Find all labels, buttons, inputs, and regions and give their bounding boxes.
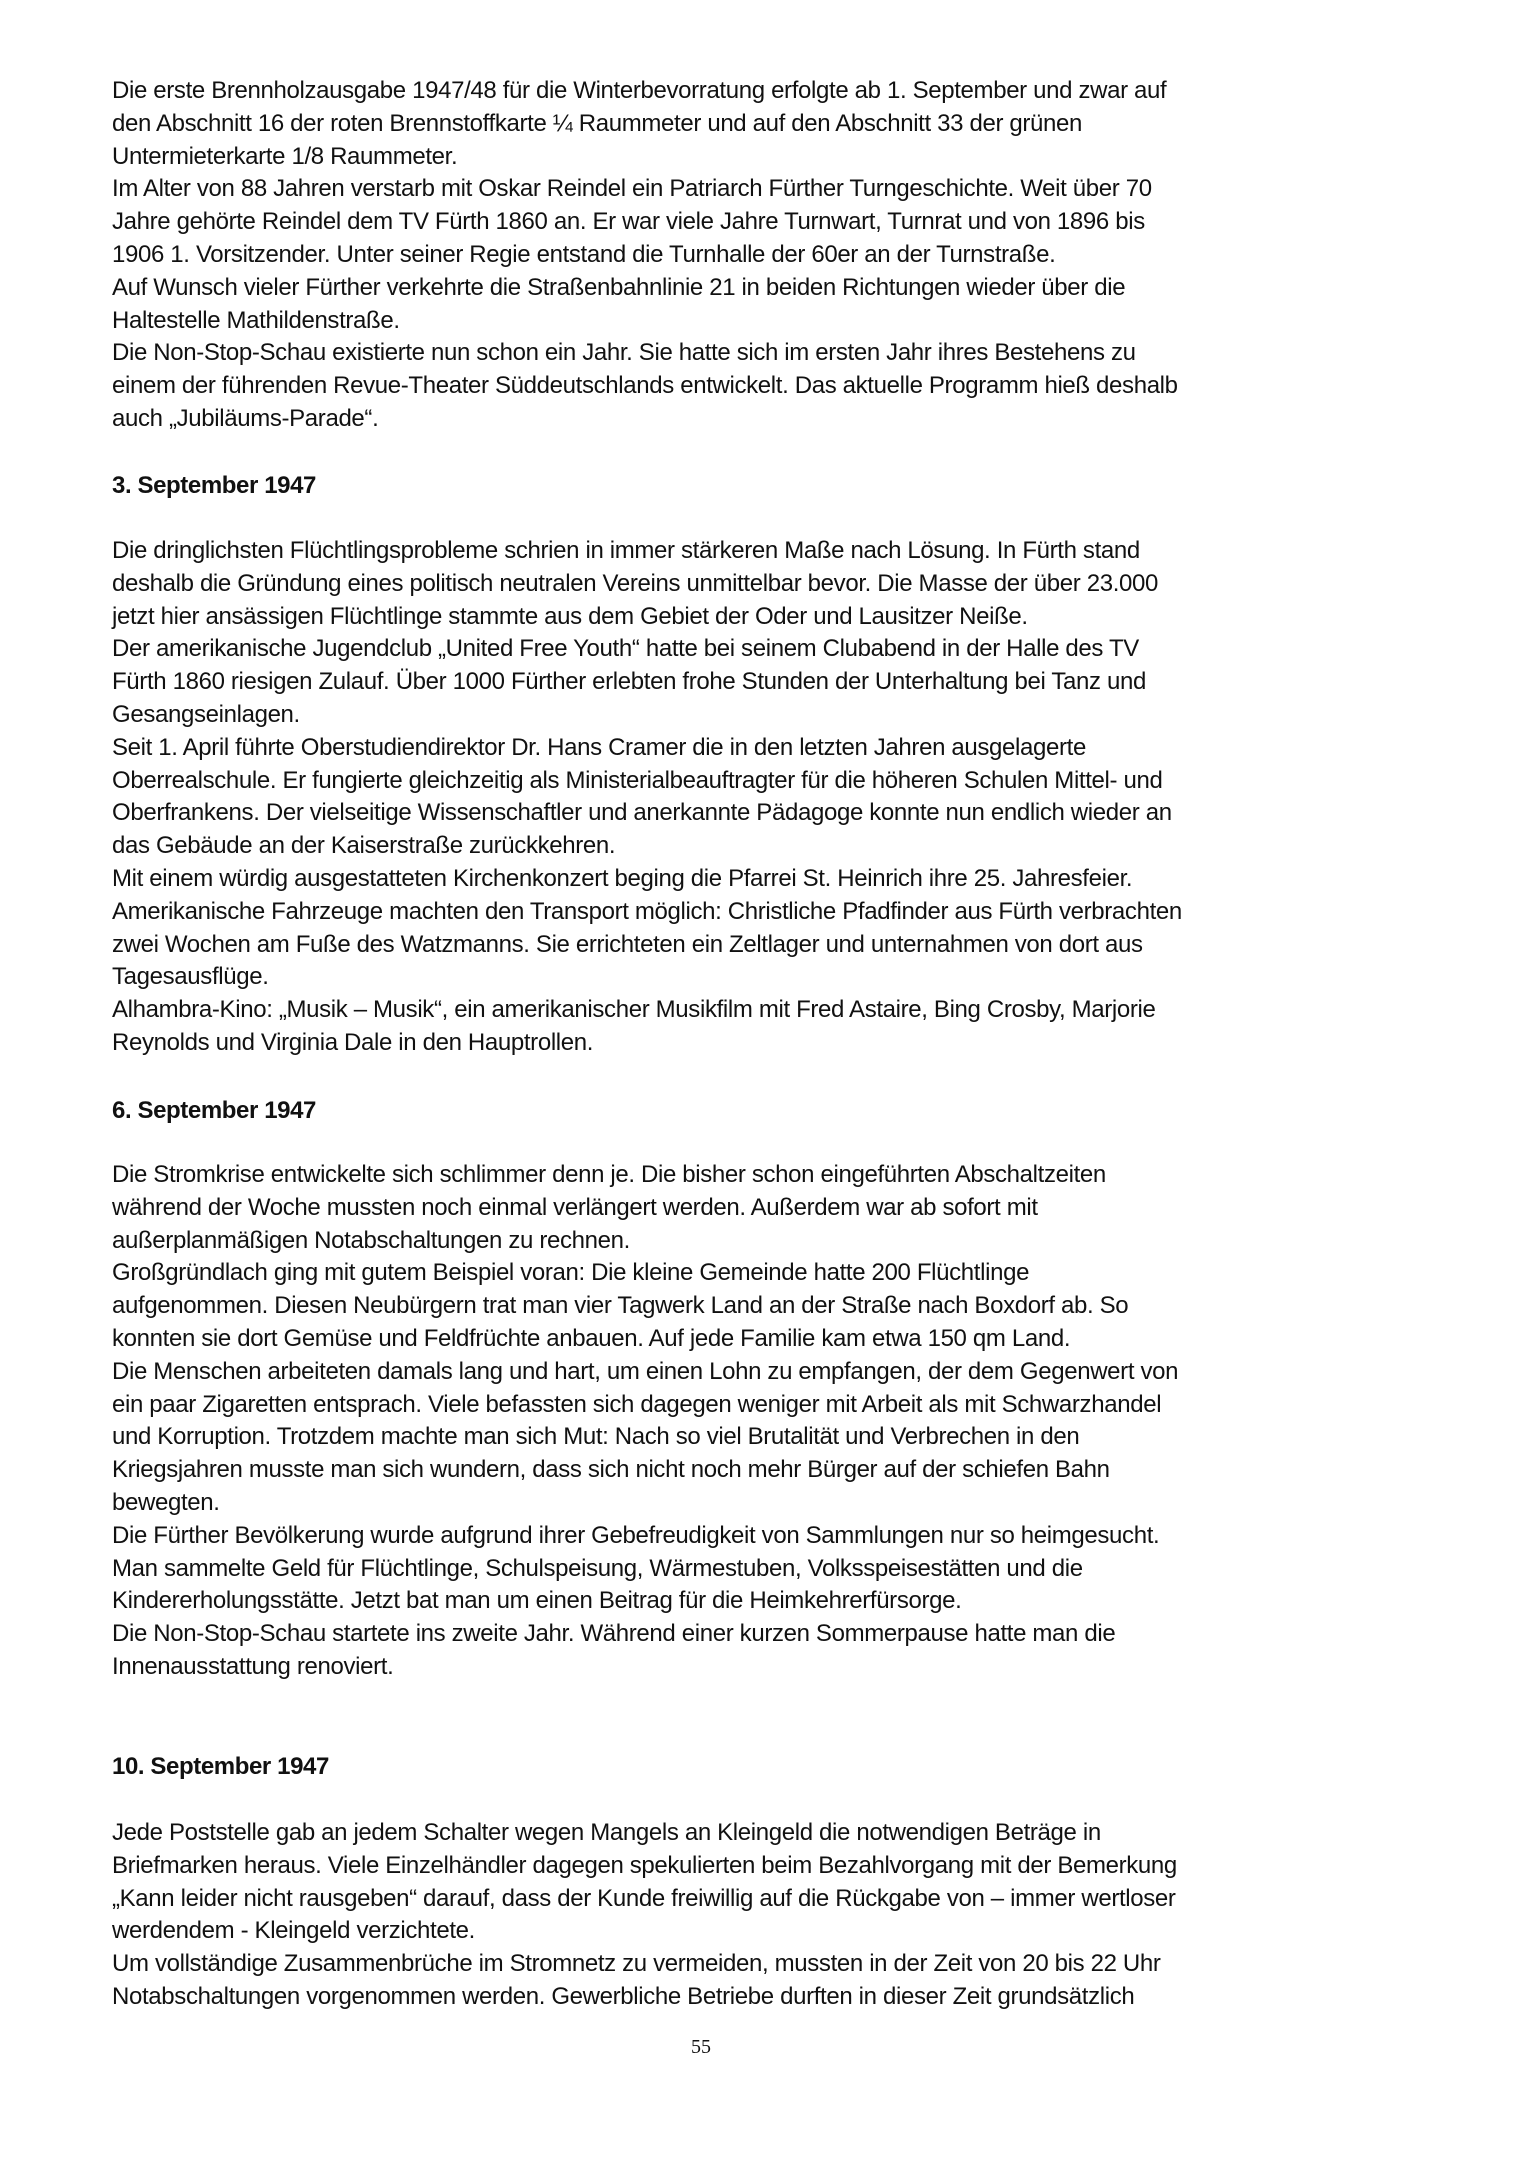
text-line: werdendem - Kleingeld verzichtete. — [112, 1917, 475, 1945]
paragraph — [112, 1159, 1442, 1257]
paragraph — [112, 535, 1442, 633]
section-body — [112, 535, 1442, 1060]
date-heading: 10. September 1947 — [112, 1753, 329, 1780]
paragraph — [112, 1618, 1442, 1684]
paragraph — [112, 863, 1442, 896]
text-line: Oberfrankens. Der vielseitige Wissenschaftler und anerkannte Pädagoge konnte nun endlich wieder an — [112, 799, 1172, 827]
text-line: Amerikanische Fahrzeuge machten den Transport möglich: Christliche Pfadfinder aus Fürth verbrachten — [112, 897, 1182, 925]
section-body — [112, 75, 1442, 436]
text-line: konnten sie dort Gemüse und Feldfrüchte anbauen. Auf jede Familie kam etwa 150 qm Land. — [112, 1324, 1071, 1352]
text-line: während der Woche mussten noch einmal verlängert werden. Außerdem war ab sofort mit — [112, 1193, 1038, 1221]
paragraph — [112, 1817, 1442, 1948]
text-line: Man sammelte Geld für Flüchtlinge, Schulspeisung, Wärmestuben, Volksspeisestätten und die — [112, 1554, 1083, 1582]
text-line: und Korruption. Trotzdem machte man sich Mut: Nach so viel Brutalität und Verbrechen in den — [112, 1423, 1080, 1451]
text-line: Notabschaltungen vorgenommen werden. Gewerbliche Betriebe durften in dieser Zeit grundsätzlich — [112, 1982, 1135, 2010]
text-line: Auf Wunsch vieler Fürther verkehrte die Straßenbahnlinie 21 in beiden Richtungen wieder über die — [112, 273, 1126, 301]
text-line: Die Fürther Bevölkerung wurde aufgrund ihrer Gebefreudigkeit von Sammlungen nur so heimgesucht. — [112, 1521, 1160, 1549]
paragraph — [112, 1520, 1442, 1618]
text-line: Oberrealschule. Er fungierte gleichzeitig als Ministerialbeauftragter für die höheren Schulen Mittel- und — [112, 766, 1163, 794]
paragraph — [112, 1356, 1442, 1520]
page-number: 55 — [691, 2036, 711, 2058]
text-line: jetzt hier ansässigen Flüchtlinge stammte aus dem Gebiet der Oder und Lausitzer Neiße. — [112, 602, 1028, 630]
paragraph — [112, 272, 1442, 338]
text-line: Tagesausflüge. — [112, 963, 269, 991]
text-line: den Abschnitt 16 der roten Brennstoffkarte ¼ Raummeter und auf den Abschnitt 33 der grünen — [112, 109, 1083, 137]
text-line: Innenausstattung renoviert. — [112, 1652, 394, 1680]
paragraph — [112, 337, 1442, 435]
text-line: Um vollständige Zusammenbrüche im Stromnetz zu vermeiden, mussten in der Zeit von 20 bis 22 Uhr — [112, 1950, 1161, 1978]
text-line: ein paar Zigaretten entsprach. Viele befassten sich dagegen weniger mit Arbeit als mit Schwarzhandel — [112, 1390, 1162, 1418]
text-line: Jede Poststelle gab an jedem Schalter wegen Mangels an Kleingeld die notwendigen Beträge in — [112, 1819, 1101, 1846]
date-heading: 3. September 1947 — [112, 472, 316, 499]
text-line: Die Non-Stop-Schau existierte nun schon ein Jahr. Sie hatte sich im ersten Jahr ihres Bestehens zu — [112, 339, 1136, 367]
text-line: deshalb die Gründung eines politisch neutralen Vereins unmittelbar bevor. Die Masse der über 23.000 — [112, 569, 1159, 597]
text-line: Fürth 1860 riesigen Zulauf. Über 1000 Fürther erlebten frohe Stunden der Unterhaltung bei Tanz und — [112, 668, 1146, 696]
date-heading: 6. September 1947 — [112, 1097, 316, 1124]
paragraph — [112, 994, 1442, 1060]
text-line: außerplanmäßigen Notabschaltungen zu rechnen. — [112, 1226, 630, 1254]
paragraph — [112, 732, 1442, 863]
text-line: bewegten. — [112, 1488, 220, 1516]
text-line: „Kann leider nicht rausgeben“ darauf, dass der Kunde freiwillig auf die Rückgabe von – immer wertloser — [112, 1884, 1176, 1912]
text-line: Alhambra-Kino: „Musik – Musik“, ein amerikanischer Musikfilm mit Fred Astaire, Bing Crosby, Marjorie — [112, 996, 1156, 1024]
section-body — [112, 1159, 1442, 1684]
text-line: Jahre gehörte Reindel dem TV Fürth 1860 an. Er war viele Jahre Turnwart, Turnrat und von 1896 bis — [112, 208, 1145, 236]
text-line: Reynolds und Virginia Dale in den Hauptrollen. — [112, 1028, 594, 1056]
text-line: Die Non-Stop-Schau startete ins zweite Jahr. Während einer kurzen Sommerpause hatte man die — [112, 1620, 1116, 1648]
text-line: Die erste Brennholzausgabe 1947/48 für die Winterbevorratung erfolgte ab 1. September und zwar auf — [112, 77, 1167, 104]
section-body — [112, 1817, 1442, 2014]
text-line: 1906 1. Vorsitzender. Unter seiner Regie entstand die Turnhalle der 60er an der Turnstraße. — [112, 240, 1056, 268]
text-line: Im Alter von 88 Jahren verstarb mit Oskar Reindel ein Patriarch Fürther Turngeschichte. Weit über 70 — [112, 175, 1152, 203]
text-line: Kriegsjahren musste man sich wundern, dass sich nicht noch mehr Bürger auf der schiefen Bahn — [112, 1456, 1110, 1484]
text-line: Untermieterkarte 1/8 Raummeter. — [112, 142, 458, 170]
text-line: einem der führenden Revue-Theater Süddeutschlands entwickelt. Das aktuelle Programm hieß deshalb — [112, 372, 1178, 400]
text-line: Großgründlach ging mit gutem Beispiel voran: Die kleine Gemeinde hatte 200 Flüchtlinge — [112, 1259, 1030, 1287]
text-line: Haltestelle Mathildenstraße. — [112, 306, 400, 334]
text-line: das Gebäude an der Kaiserstraße zurückkehren. — [112, 832, 616, 860]
text-line: Die Stromkrise entwickelte sich schlimmer denn je. Die bisher schon eingeführten Abschaltzeiten — [112, 1161, 1106, 1188]
text-line: Gesangseinlagen. — [112, 700, 300, 728]
text-line: auch „Jubiläums-Parade“. — [112, 404, 379, 432]
paragraph — [112, 75, 1442, 173]
paragraph — [112, 173, 1442, 271]
text-line: Kindererholungsstätte. Jetzt bat man um einen Beitrag für die Heimkehrerfürsorge. — [112, 1587, 962, 1615]
text-line: Seit 1. April führte Oberstudiendirektor Dr. Hans Cramer die in den letzten Jahren ausgelagerte — [112, 733, 1086, 761]
paragraph — [112, 633, 1442, 731]
text-line: Die Menschen arbeiteten damals lang und hart, um einen Lohn zu empfangen, der dem Gegenwert von — [112, 1357, 1179, 1385]
text-line: aufgenommen. Diesen Neubürgern trat man vier Tagwerk Land an der Straße nach Boxdorf ab. So — [112, 1292, 1129, 1320]
text-line: zwei Wochen am Fuße des Watzmanns. Sie errichteten ein Zeltlager und unternahmen von dort aus — [112, 930, 1143, 958]
paragraph — [112, 896, 1442, 994]
paragraph — [112, 1948, 1442, 2014]
text-line: Der amerikanische Jugendclub „United Free Youth“ hatte bei seinem Clubabend in der Halle des TV — [112, 635, 1139, 663]
text-line: Die dringlichsten Flüchtlingsprobleme schrien in immer stärkeren Maße nach Lösung. In Fürth stand — [112, 537, 1140, 564]
text-line: Mit einem würdig ausgestatteten Kirchenkonzert beging die Pfarrei St. Heinrich ihre 25. Jahresfeier. — [112, 864, 1133, 892]
paragraph — [112, 1257, 1442, 1355]
text-line: Briefmarken heraus. Viele Einzelhändler dagegen spekulierten beim Bezahlvorgang mit der Bemerkung — [112, 1851, 1177, 1879]
